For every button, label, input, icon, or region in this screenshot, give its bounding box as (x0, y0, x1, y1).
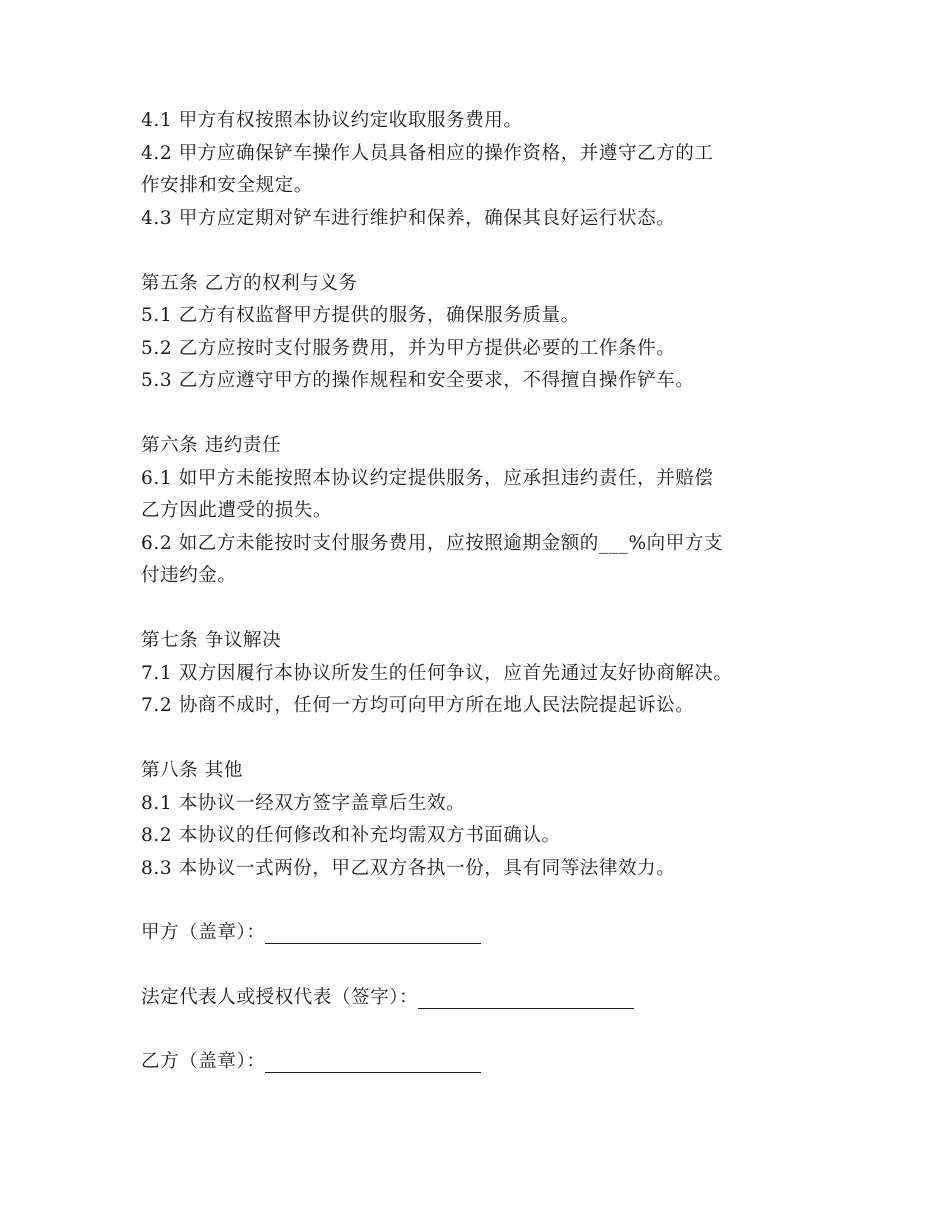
clause-6-1-line-1: 6.1 如甲方未能按照本协议约定提供服务，应承担违约责任，并赔偿 (141, 467, 714, 489)
article-5-heading: 第五条 乙方的权利与义务 (141, 272, 358, 294)
party-a-seal-line (141, 917, 841, 950)
clause-5-2: 5.2 乙方应按时支付服务费用，并为甲方提供必要的工作条件。 (141, 337, 676, 359)
party-b-seal-line (141, 1046, 841, 1079)
section-spacer (141, 235, 841, 268)
clause-5-1: 5.1 乙方有权监督甲方提供的服务，确保服务质量。 (141, 305, 580, 326)
clause-4-2-line-2: 作安排和安全规定。 (141, 175, 313, 196)
section-spacer (141, 950, 841, 982)
section-spacer (141, 723, 841, 756)
clause-6-1-line-2: 乙方因此遭受的损失。 (141, 500, 333, 521)
party-a-seal-blank[interactable] (265, 921, 481, 944)
section-spacer (141, 1014, 841, 1046)
section-spacer (141, 885, 841, 917)
clause-4-2-line-1: 4.2 甲方应确保铲车操作人员具备相应的操作资格，并遵守乙方的工 (141, 142, 714, 164)
clause-8-1: 8.1 本协议一经双方签字盖章后生效。 (141, 792, 466, 814)
clause-4-1: 4.1 甲方有权按照本协议约定收取服务费用。 (141, 110, 523, 131)
article-8-section (141, 755, 841, 885)
article-5-section (141, 268, 841, 398)
article-6-section (141, 430, 841, 593)
party-a-seal-label: 甲方（盖章）： (141, 922, 266, 943)
clause-4-3: 4.3 甲方应定期对铲车进行维护和保养，确保其良好运行状态。 (141, 207, 676, 229)
clause-7-1: 7.1 双方因履行本协议所发生的任何争议，应首先通过友好协商解决。 (141, 662, 733, 684)
clause-5-3: 5.3 乙方应遵守甲方的操作规程和安全要求，不得擅自操作铲车。 (141, 370, 695, 391)
article-8-heading: 第八条 其他 (141, 760, 243, 781)
section-spacer (141, 398, 841, 431)
clause-6-2-line-1: 6.2 如乙方未能按时支付服务费用，应按照逾期金额的___%向甲方支 (141, 532, 724, 554)
agreement-body (141, 105, 841, 1079)
section-spacer (141, 593, 841, 626)
representative-signature-blank[interactable] (418, 986, 634, 1009)
article-7-section (141, 625, 841, 723)
party-b-seal-blank[interactable] (265, 1050, 481, 1073)
representative-signature-line (141, 982, 841, 1015)
party-b-seal-label: 乙方（盖章）： (141, 1051, 266, 1072)
article-7-heading: 第七条 争议解决 (141, 630, 282, 651)
representative-signature-label: 法定代表人或授权代表（签字）： (141, 986, 419, 1008)
article-6-heading: 第六条 违约责任 (141, 435, 282, 456)
clause-7-2: 7.2 协商不成时，任何一方均可向甲方所在地人民法院提起诉讼。 (141, 695, 695, 716)
clause-8-3: 8.3 本协议一式两份，甲乙双方各执一份，具有同等法律效力。 (141, 857, 676, 879)
clause-8-2: 8.2 本协议的任何修改和补充均需双方书面确认。 (141, 825, 561, 846)
clause-6-2-line-2: 付违约金。 (141, 565, 237, 586)
article-4-section (141, 105, 841, 235)
